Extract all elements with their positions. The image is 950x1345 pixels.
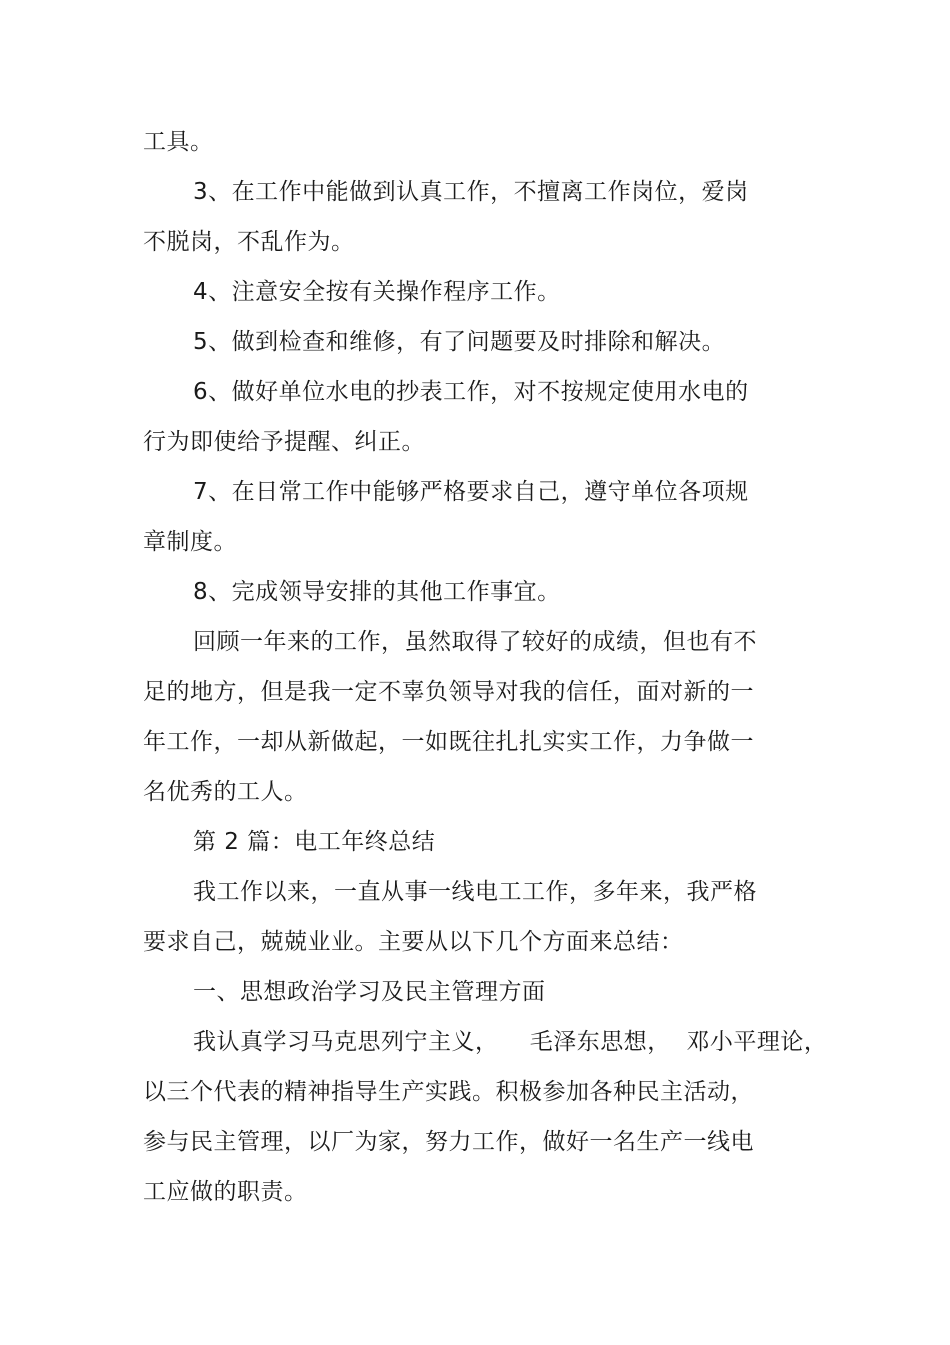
text-line-5: 5、做到检查和维修，有了问题要及时排除和解决。 [193,329,726,355]
text-line-17: 要求自己，兢兢业业。主要从以下几个方面来总结： [143,929,684,955]
text-line-3: 不脱岗，不乱作为。 [143,229,355,255]
text-line-8: 7、在日常工作中能够严格要求自己，遵守单位各项规 [193,479,749,505]
text-line-21: 参与民主管理，以厂为家，努力工作，做好一名生产一线电 [143,1129,754,1155]
text-line-12: 足的地方，但是我一定不辜负领导对我的信任，面对新的一 [143,679,754,705]
text-line-4: 4、注意安全按有关操作程序工作。 [193,279,561,305]
text-line-16: 我工作以来，一直从事一线电工工作，多年来，我严格 [193,879,757,905]
text-line-14: 名优秀的工人。 [143,779,308,805]
text-line-1: 工具。 [143,129,214,155]
text-line-22: 工应做的职责。 [143,1179,308,1205]
text-line-10: 8、完成领导安排的其他工作事宜。 [193,579,561,605]
section-heading: 第 2 篇：电工年终总结 [193,829,436,855]
text-line-11: 回顾一年来的工作，虽然取得了较好的成绩，但也有不 [193,629,757,655]
text-line-19: 我认真学习马克思列宁主义， 毛泽东思想， 邓小平理论， [193,1029,828,1055]
text-line-9: 章制度。 [143,529,237,555]
text-line-2: 3、在工作中能做到认真工作，不擅离工作岗位，爱岗 [193,179,749,205]
text-line-13: 年工作，一却从新做起，一如既往扎扎实实工作，力争做一 [143,729,754,755]
text-line-7: 行为即使给予提醒、纠正。 [143,429,425,455]
text-line-20: 以三个代表的精神指导生产实践。积极参加各种民主活动， [143,1079,754,1105]
subsection-heading: 一、思想政治学习及民主管理方面 [193,979,546,1005]
text-line-6: 6、做好单位水电的抄表工作，对不按规定使用水电的 [193,379,749,405]
